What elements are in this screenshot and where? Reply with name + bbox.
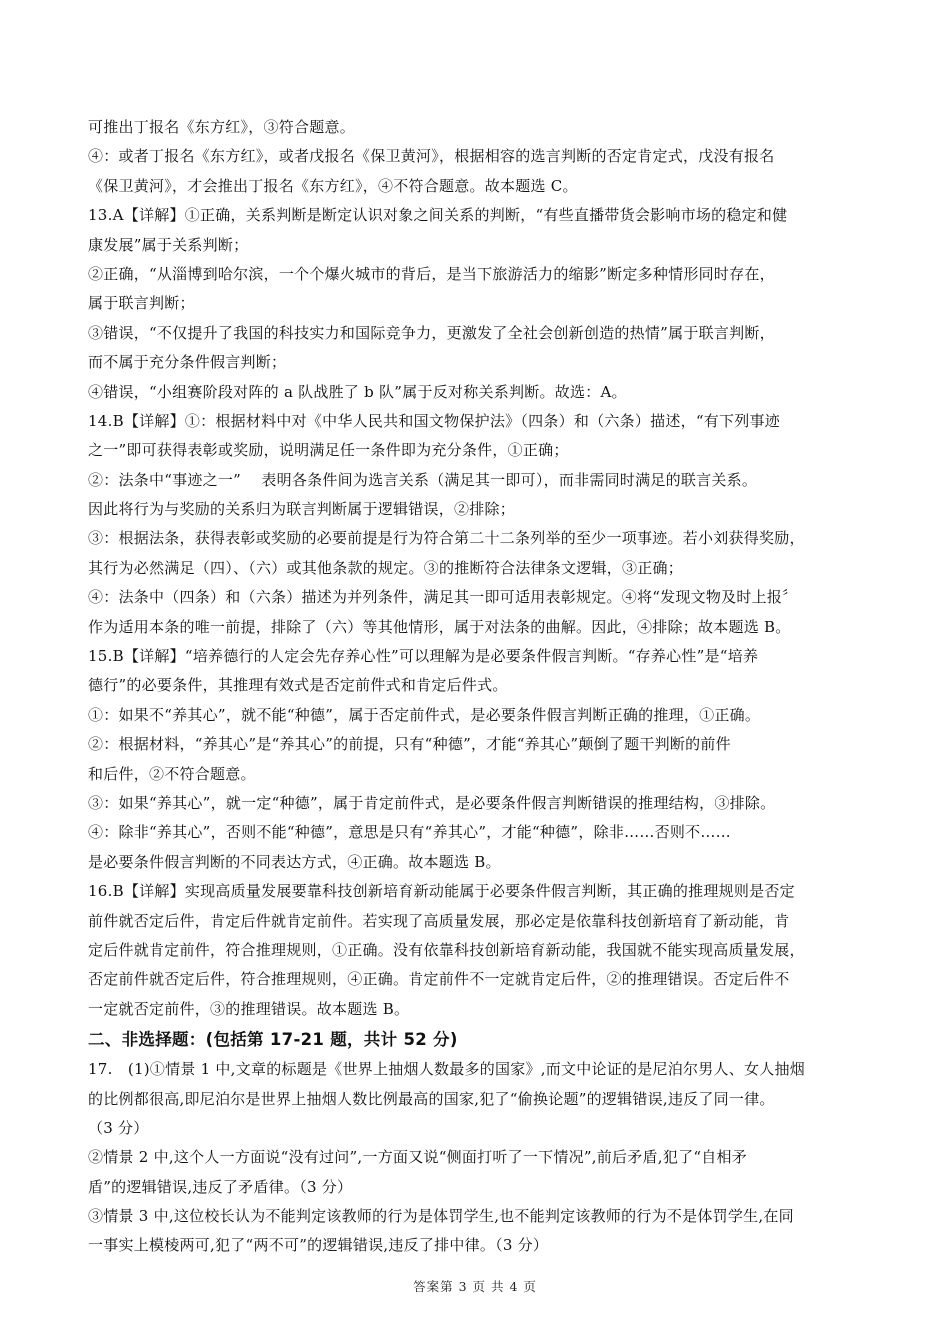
- text-line: 因此将行为与奖励的关系归为联言判断属于逻辑错误，②排除；: [88, 500, 516, 519]
- text-line: 《保卫黄河》，才会推出丁报名《东方红》，④不符合题意。故本题选 C。: [88, 176, 578, 195]
- text-line: 可推出丁报名《东方红》，③符合题意。: [88, 118, 356, 136]
- text-line: 13.A【详解】①正确，关系判断是断定认识对象之间关系的判断，“有些直播带货会影响市场的稳定和健: [88, 206, 788, 225]
- page-footer: 答案第 3 页 共 4 页: [413, 1279, 537, 1294]
- text-line: 属于联言判断；: [88, 294, 195, 313]
- text-line: ②：法条中“事迹之一” 表明各条件间为选言关系（满足其一即可），而非需同时满足的联言关系。: [88, 470, 758, 489]
- text-line: 是必要条件假言判断的不同表达方式，④正确。故本题选 B。: [88, 852, 501, 871]
- text-line: ③：根据法条，获得表彰或奖励的必要前提是行为符合第二十二条列举的至少一项事迹。若小刘获得奖励，: [88, 529, 805, 548]
- text-line: 德行”的必要条件，其推理有效式是否定前件式和肯定后件式。: [88, 676, 508, 695]
- text-line: ②：根据材料，“养其心”是“养其心”的前提，只有“种德”，才能“养其心”颠倒了题干判断的前件: [88, 735, 731, 754]
- text-line: 而不属于充分条件假言判断；: [88, 353, 287, 372]
- text-line: ③：如果“养其心”，就一定“种德”，属于肯定前件式，是必要条件假言判断错误的推理结构，③排除。: [88, 793, 776, 812]
- text-line: 一事实上模棱两可,犯了“两不可”的逻辑错误,违反了排中律。（3 分）: [88, 1236, 549, 1255]
- text-line: 盾”的逻辑错误,违反了矛盾律。（3 分）: [88, 1177, 353, 1196]
- section-heading: 二、非选择题：(包括第 17-21 题，共计 52 分): [88, 1030, 458, 1050]
- text-line: 16.B【详解】实现高质量发展要靠科技创新培育新动能属于必要条件假言判断，其正确的推理规则是否定: [88, 882, 795, 901]
- text-line: 一定就否定前件，③的推理错误。故本题选 B。: [88, 999, 410, 1018]
- text-line: 之一”即可获得表彰或奖励，说明满足任一条件即为充分条件，①正确；: [88, 441, 569, 460]
- text-line: ②正确，“从淄博到哈尔滨，一个个爆火城市的背后，是当下旅游活力的缩影”断定多种情形同时存在，: [88, 264, 775, 283]
- text-line: 前件就否定后件，肯定后件就肯定前件。若实现了高质量发展，那必定是依靠科技创新培育了新动能，肯: [88, 911, 790, 930]
- text-line: 的比例都很高,即尼泊尔是世界上抽烟人数比例最高的国家,犯了“偷换论题”的逻辑错误,违反了同一律。: [88, 1089, 775, 1108]
- answer-content: [88, 113, 864, 1261]
- text-line: ②情景 2 中,这个人一方面说“没有过问”,一方面又说“侧面打听了一下情况”,前后矛盾,犯了“自相矛: [88, 1148, 747, 1167]
- text-line: 17. (1)①情景 1 中,文章的标题是《世界上抽烟人数最多的国家》,而文中论证的是尼泊尔男人、女人抽烟: [88, 1060, 805, 1079]
- text-line: 和后件，②不符合题意。: [88, 764, 256, 783]
- text-line: 其行为必然满足（四）、（六）或其他条款的规定。③的推断符合法律条文逻辑，③正确；: [88, 558, 684, 577]
- text-line: ④：除非“养其心”，否则不能“种德”，意思是只有“养其心”，才能“种德”，除非……否则不……: [88, 823, 731, 842]
- text-line: ①：如果不“养其心”，就不能“种德”，属于否定前件式，是必要条件假言判断正确的推理，①正确。: [88, 705, 761, 724]
- text-line: ③情景 3 中,这位校长认为不能判定该教师的行为是体罚学生,也不能判定该教师的行为不是体罚学生,在同: [88, 1207, 794, 1226]
- text-line: 15.B【详解】“培养德行的人定会先存养心性”可以理解为是必要条件假言判断。“存养心性”是“培养: [88, 647, 759, 666]
- text-line: ④：或者丁报名《东方红》，或者戊报名《保卫黄河》，根据相容的选言判断的否定肯定式，戊没有报名: [88, 147, 775, 166]
- text-line: 14.B【详解】①：根据材料中对《中华人民共和国文物保护法》（四条）和（六条）描述，“有下列事迹: [88, 411, 781, 430]
- text-line: 作为适用本条的唯一前提，排除了（六）等其他情形，属于对法条的曲解。因此，④排除；故本题选 B。: [88, 617, 791, 636]
- text-line: 定后件就肯定前件，符合推理规则，①正确。没有依靠科技创新培育新动能，我国就不能实现高质量发展，: [88, 940, 805, 959]
- text-line: ④：法条中（四条）和（六条）描述为并列条件，满足其一即可适用表彰规定。④将“发现文物及时上报〞: [88, 588, 798, 607]
- text-line: 康发展”属于关系判断；: [88, 235, 249, 254]
- text-line: ④错误，“小组赛阶段对阵的 a 队战胜了 b 队”属于反对称关系判断。故选：A。: [88, 382, 627, 401]
- text-line: ③错误，“不仅提升了我国的科技实力和国际竞争力，更激发了全社会创新创造的热情”属于联言判断，: [88, 323, 775, 342]
- text-line: 否定前件就否定后件，符合推理规则，④正确。肯定前件不一定就肯定后件，②的推理错误。否定后件不: [88, 970, 790, 989]
- text-line: （3 分）: [88, 1118, 149, 1137]
